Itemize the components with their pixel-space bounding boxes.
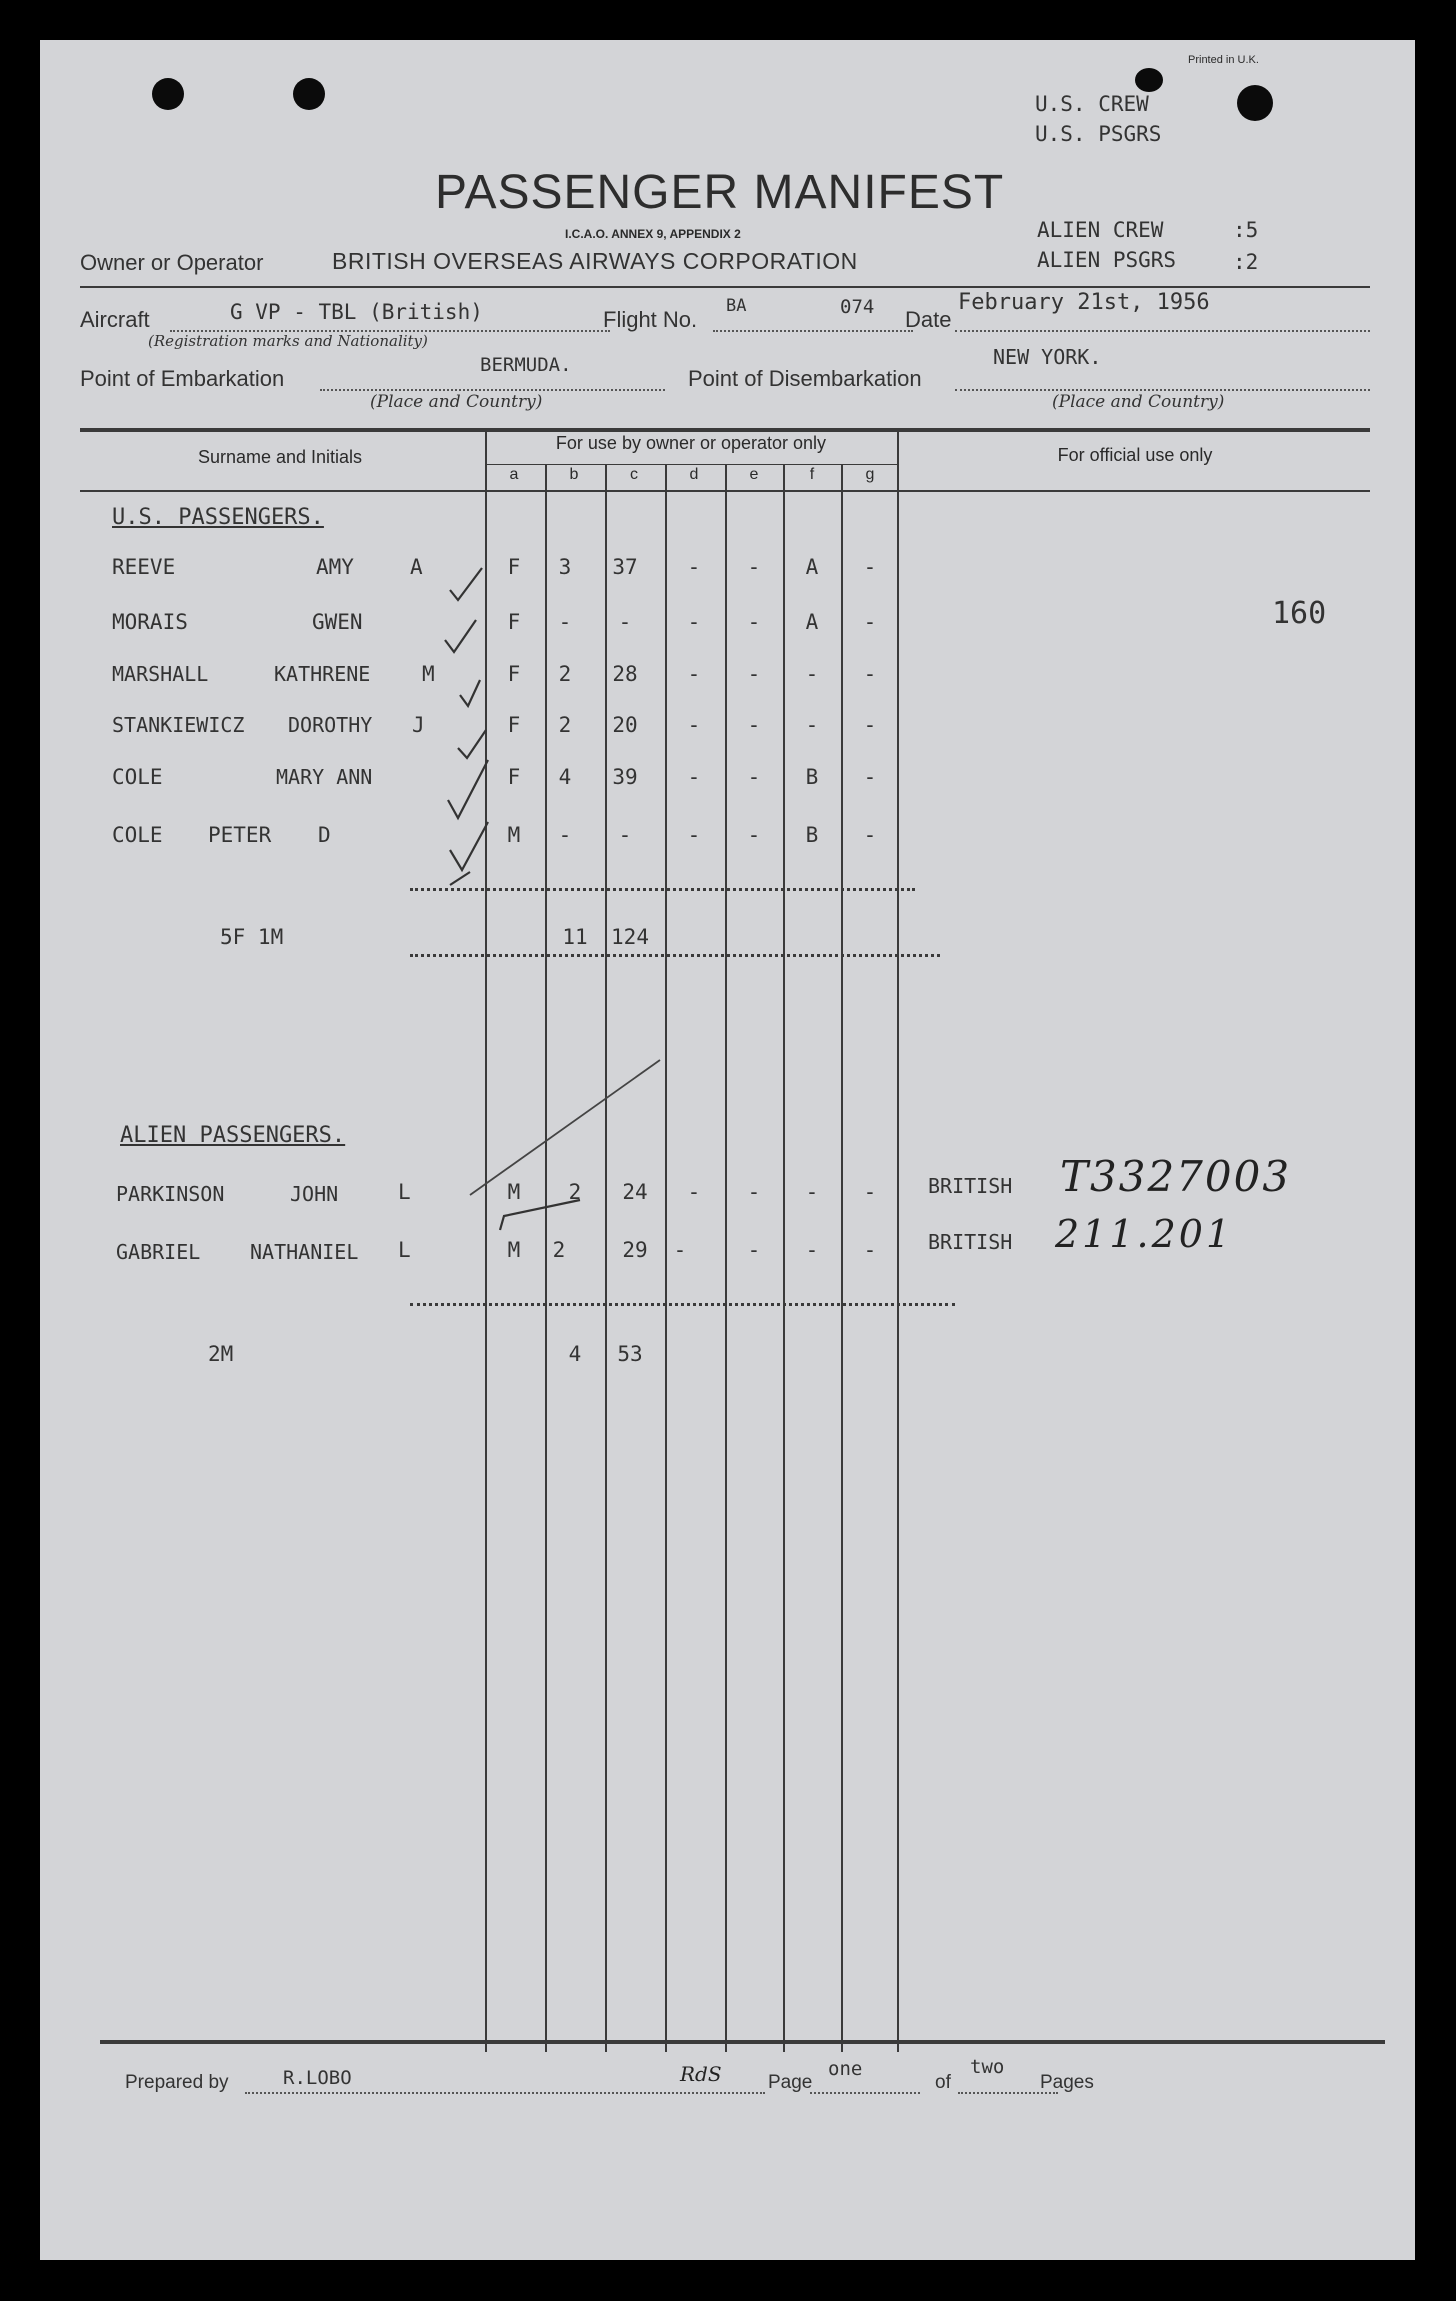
alien-total-dots [410,1303,955,1306]
cell-d: - [687,610,701,634]
table-bottom-rule [100,2040,1385,2044]
cell-d: - [673,1238,687,1262]
given-name: AMY [316,555,354,579]
cell-f: A [805,555,819,579]
cell-c: - [618,610,632,634]
disembark-label: Point of Disembarkation [688,366,922,391]
punch-hole-mid [293,78,325,110]
preparer-initials: RdS [680,2062,722,2086]
cell-e: - [747,765,761,789]
of-label: of [935,2072,951,2093]
disembark-value: NEW YORK. [993,345,1102,369]
cell-d: - [687,713,701,737]
sub-col-c: c [630,466,638,483]
cell-a: M [507,1238,521,1262]
cell-b: - [558,610,572,634]
header-rule-top [80,286,1370,288]
cell-b: 3 [558,555,572,579]
nationality: BRITISH [928,1230,1013,1254]
us-total-b: 11 [562,925,588,949]
cell-d: - [687,765,701,789]
given-name: DOROTHY [288,713,373,737]
us-total-top-dots [410,888,915,891]
cell-a: F [507,555,521,579]
date-blank [955,330,1370,332]
us-total-c: 124 [611,925,649,949]
flight-prefix: BA [726,296,747,316]
cell-c: 24 [622,1180,648,1204]
aircraft-label: Aircraft [80,307,150,332]
cell-e: - [747,1238,761,1262]
cell-g: - [863,1180,877,1204]
cell-c: 20 [612,713,638,737]
cell-g: - [863,555,877,579]
cell-f: - [805,1180,819,1204]
cell-f: B [805,765,819,789]
cell-g: - [863,765,877,789]
cell-g: - [863,610,877,634]
surname: PARKINSON [116,1182,225,1206]
surname: COLE [112,823,163,847]
manifest-subtitle: I.C.A.O. ANNEX 9, APPENDIX 2 [565,227,741,241]
cell-b: 4 [558,765,572,789]
prepared-blank [245,2092,765,2094]
official-number: 160 [1272,596,1327,631]
cell-b: 2 [552,1238,566,1262]
alien-crew-label: ALIEN CREW [1037,218,1164,242]
col-owner-header: For use by owner or operator only [555,433,827,453]
cell-e: - [747,823,761,847]
cell-b: 2 [568,1180,582,1204]
punch-hole-corner [1237,85,1273,121]
given-name: JOHN [290,1182,339,1206]
table-top-rule [80,428,1370,432]
prepared-value: R.LOBO [283,2067,352,2089]
prepared-label: Prepared by [125,2072,229,2093]
flight-value: 074 [840,296,875,318]
cell-g: - [863,713,877,737]
sub-col-d: d [689,466,699,483]
embark-blank [320,389,665,391]
cell-d: - [687,555,701,579]
initial: L [398,1180,411,1204]
cell-e: - [747,1180,761,1204]
us-psgrs-label: U.S. PSGRS [1035,122,1162,146]
sub-col-b: b [569,466,579,483]
surname: MARSHALL [112,662,209,686]
surname: STANKIEWICZ [112,713,245,737]
alien-section-heading: ALIEN PASSENGERS. [120,1123,346,1148]
cell-f: - [805,713,819,737]
us-total-bottom-dots [410,954,940,957]
sub-col-f: f [809,466,815,483]
disembark-note: (Place and Country) [1052,392,1225,412]
cell-c: 29 [622,1238,648,1262]
embark-note: (Place and Country) [370,392,543,412]
given-name: MARY ANN [276,765,373,789]
initial: L [398,1238,411,1262]
cell-e: - [747,555,761,579]
alien-psgrs-label: ALIEN PSGRS [1037,248,1177,272]
owner-label: Owner or Operator [80,250,264,275]
aircraft-value: G VP - TBL (British) [230,300,483,324]
initial: J [412,713,425,737]
manifest-sheet [40,40,1415,2260]
cell-f: A [805,610,819,634]
cell-f: - [805,1238,819,1262]
official-handwritten: 211.201 [1055,1212,1234,1256]
cell-c: 37 [612,555,638,579]
col-name-header: Surname and Initials [197,447,363,467]
cell-f: - [805,662,819,686]
alien-check-stroke [460,1050,700,1240]
cell-a: M [507,823,521,847]
sub-col-e: e [749,466,759,483]
cell-g: - [863,662,877,686]
initial: A [410,555,423,579]
cell-e: - [747,610,761,634]
cell-a: F [507,765,521,789]
flight-label: Flight No. [603,307,698,332]
page-blank [810,2092,920,2094]
surname: COLE [112,765,163,789]
cell-c: 39 [612,765,638,789]
cell-c: 28 [612,662,638,686]
flight-blank [713,330,913,332]
sub-col-a: a [509,466,519,483]
of-value: two [970,2056,1005,2078]
check-marks-us [440,560,530,920]
alien-total-c: 53 [617,1342,643,1366]
cell-e: - [747,662,761,686]
cell-g: - [863,1238,877,1262]
surname: REEVE [112,555,176,579]
surname: GABRIEL [116,1240,201,1264]
given-name: GWEN [312,610,363,634]
cell-b: 2 [558,662,572,686]
cell-f: B [805,823,819,847]
alien-total-label: 2M [208,1342,234,1366]
cell-a: F [507,610,521,634]
aircraft-note: (Registration marks and Nationality) [148,332,428,350]
cell-a: F [507,662,521,686]
pages-label: Pages [1040,2072,1094,2093]
manifest-title: PASSENGER MANIFEST [435,166,1005,219]
us-section-heading: U.S. PASSENGERS. [112,505,324,530]
date-label: Date [905,307,952,332]
disembark-blank [955,389,1370,391]
cell-d: - [687,662,701,686]
owner-value: BRITISH OVERSEAS AIRWAYS CORPORATION [332,248,858,274]
us-crew-label: U.S. CREW [1035,92,1149,116]
alien-psgrs-count: :2 [1233,250,1259,274]
alien-total-b: 4 [568,1342,582,1366]
cell-e: - [747,713,761,737]
cell-d: - [687,1180,701,1204]
sub-col-g: g [865,466,875,483]
printed-note: Printed in U.K. [1188,54,1259,66]
nationality: BRITISH [928,1174,1013,1198]
cell-b: 2 [558,713,572,737]
punch-hole-left [152,78,184,110]
given-name: NATHANIEL [250,1240,359,1264]
cell-g: - [863,823,877,847]
official-handwritten: T3327003 [1060,1152,1292,1201]
col-official-header: For official use only [1057,445,1213,465]
alien-crew-count: :5 [1233,218,1259,242]
initial: D [318,823,331,847]
embark-value: BERMUDA. [480,354,572,376]
cell-c: - [618,823,632,847]
initial: M [422,662,435,686]
cell-a: M [507,1180,521,1204]
embark-label: Point of Embarkation [80,366,285,391]
surname: MORAIS [112,610,188,634]
us-total-label: 5F 1M [220,925,284,949]
cell-a: F [507,713,521,737]
given-name: KATHRENE [274,662,371,686]
cell-d: - [687,823,701,847]
punch-hole-right [1135,68,1163,92]
given-name: PETER [208,823,272,847]
page-value: one [828,2058,863,2080]
cell-b: - [558,823,572,847]
date-value: February 21st, 1956 [958,290,1210,315]
page-label: Page [768,2072,813,2093]
